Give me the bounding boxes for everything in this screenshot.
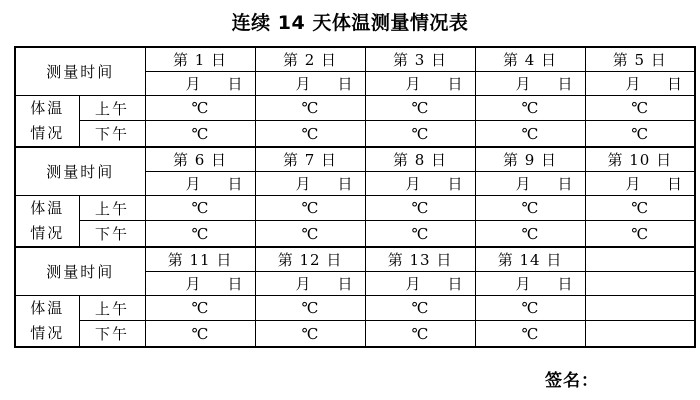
side-label-line2: 情况: [30, 124, 65, 142]
am-temperature-row: [15, 96, 695, 121]
day-label: 第 8 日: [365, 147, 475, 172]
pm-label: 下午: [79, 121, 145, 147]
am-temperature-field[interactable]: ℃: [475, 296, 585, 321]
am-temperature-field[interactable]: ℃: [255, 96, 365, 121]
am-temperature-row: [15, 196, 695, 221]
day-unit-label: 日: [557, 175, 573, 193]
month-label: 月: [185, 175, 201, 193]
month-day-pair: [146, 173, 255, 194]
day-unit-label: 日: [337, 275, 353, 293]
pm-temperature-row: [15, 121, 695, 147]
empty-cell: [585, 272, 695, 296]
pm-temperature-row: [15, 321, 695, 347]
date-field[interactable]: [145, 72, 255, 96]
pm-label: 下午: [79, 221, 145, 247]
day-label: 第 4 日: [475, 47, 585, 72]
pm-temperature-field[interactable]: ℃: [145, 121, 255, 147]
table-body: [15, 47, 695, 347]
day-header-row: [15, 47, 695, 72]
am-temperature-field[interactable]: ℃: [145, 96, 255, 121]
pm-temperature-field[interactable]: ℃: [365, 121, 475, 147]
month-label: 月: [405, 75, 421, 93]
day-unit-label: 日: [557, 75, 573, 93]
month-label: 月: [625, 75, 641, 93]
pm-temperature-field[interactable]: ℃: [365, 221, 475, 247]
month-label: 月: [295, 275, 311, 293]
date-field[interactable]: [365, 172, 475, 196]
pm-temperature-field[interactable]: ℃: [145, 321, 255, 347]
am-temperature-field[interactable]: ℃: [585, 96, 695, 121]
day-label: 第 14 日: [475, 247, 585, 272]
date-field[interactable]: [475, 272, 585, 296]
am-temperature-field[interactable]: ℃: [255, 296, 365, 321]
month-day-pair: [146, 73, 255, 94]
am-temperature-field[interactable]: ℃: [145, 196, 255, 221]
day-label: 第 7 日: [255, 147, 365, 172]
day-unit-label: 日: [227, 75, 243, 93]
pm-temperature-field[interactable]: ℃: [255, 121, 365, 147]
side-label-line1: 体温: [30, 199, 65, 217]
side-label-line1: 体温: [30, 99, 65, 117]
signature-label: 签名：: [545, 371, 599, 391]
month-label: 月: [625, 175, 641, 193]
month-day-pair: [586, 173, 695, 194]
date-field[interactable]: [255, 172, 365, 196]
day-label: 第 12 日: [255, 247, 365, 272]
am-temperature-field[interactable]: ℃: [365, 196, 475, 221]
day-label: 第 11 日: [145, 247, 255, 272]
day-label: 第 13 日: [365, 247, 475, 272]
date-field[interactable]: [585, 72, 695, 96]
day-unit-label: 日: [447, 175, 463, 193]
pm-label: 下午: [79, 321, 145, 347]
date-field[interactable]: [585, 172, 695, 196]
am-label: 上午: [79, 296, 145, 321]
day-unit-label: 日: [667, 75, 683, 93]
day-label: 第 6 日: [145, 147, 255, 172]
month-label: 月: [405, 175, 421, 193]
month-label: 月: [185, 275, 201, 293]
am-temperature-field[interactable]: ℃: [365, 296, 475, 321]
month-day-pair: [476, 173, 585, 194]
day-label: 第 2 日: [255, 47, 365, 72]
pm-temperature-field[interactable]: ℃: [585, 121, 695, 147]
month-day-pair: [366, 73, 475, 94]
day-unit-label: 日: [447, 275, 463, 293]
month-day-pair: [256, 73, 365, 94]
day-unit-label: 日: [227, 175, 243, 193]
day-unit-label: 日: [227, 275, 243, 293]
month-day-pair: [256, 173, 365, 194]
am-temperature-field[interactable]: ℃: [585, 196, 695, 221]
pm-temperature-field[interactable]: ℃: [475, 121, 585, 147]
day-label: 第 1 日: [145, 47, 255, 72]
day-header-row: [15, 247, 695, 272]
am-temperature-field[interactable]: ℃: [475, 96, 585, 121]
pm-temperature-row: [15, 221, 695, 247]
temperature-table: [14, 46, 696, 348]
am-temperature-field[interactable]: ℃: [365, 96, 475, 121]
day-unit-label: 日: [667, 175, 683, 193]
am-label: 上午: [79, 196, 145, 221]
month-label: 月: [405, 275, 421, 293]
date-field[interactable]: [255, 272, 365, 296]
empty-cell: [585, 321, 695, 347]
month-day-pair: [256, 273, 365, 294]
date-field[interactable]: [365, 272, 475, 296]
month-label: 月: [515, 75, 531, 93]
month-day-pair: [586, 73, 695, 94]
day-unit-label: 日: [447, 75, 463, 93]
month-label: 月: [185, 75, 201, 93]
am-temperature-field[interactable]: ℃: [145, 296, 255, 321]
empty-cell: [585, 247, 695, 272]
day-label: 第 5 日: [585, 47, 695, 72]
day-label: 第 10 日: [585, 147, 695, 172]
month-day-pair: [366, 273, 475, 294]
side-label-line2: 情况: [30, 224, 65, 242]
month-day-pair: [366, 173, 475, 194]
am-temperature-field[interactable]: ℃: [255, 196, 365, 221]
measure-time-label: 测量时间: [15, 147, 145, 196]
day-label: 第 3 日: [365, 47, 475, 72]
date-field[interactable]: [145, 172, 255, 196]
day-unit-label: 日: [337, 175, 353, 193]
temperature-situation-label: [15, 296, 79, 348]
pm-temperature-field[interactable]: ℃: [255, 321, 365, 347]
month-label: 月: [295, 75, 311, 93]
month-label: 月: [515, 275, 531, 293]
month-day-pair: [476, 73, 585, 94]
day-label: 第 9 日: [475, 147, 585, 172]
temperature-situation-label: [15, 196, 79, 248]
pm-temperature-field[interactable]: ℃: [145, 221, 255, 247]
date-field[interactable]: [255, 72, 365, 96]
temperature-situation-label: [15, 96, 79, 148]
side-label-line2: 情况: [30, 324, 65, 342]
day-unit-label: 日: [337, 75, 353, 93]
pm-temperature-field[interactable]: ℃: [585, 221, 695, 247]
pm-temperature-field[interactable]: ℃: [475, 321, 585, 347]
month-day-pair: [146, 273, 255, 294]
day-header-row: [15, 147, 695, 172]
measure-time-label: 测量时间: [15, 247, 145, 296]
side-label-line1: 体温: [30, 299, 65, 317]
day-unit-label: 日: [557, 275, 573, 293]
date-field[interactable]: [145, 272, 255, 296]
am-temperature-row: [15, 296, 695, 321]
month-label: 月: [515, 175, 531, 193]
month-label: 月: [295, 175, 311, 193]
page-title: 连续 14 天体温测量情况表: [231, 12, 469, 34]
month-day-pair: [476, 273, 585, 294]
am-temperature-field[interactable]: ℃: [475, 196, 585, 221]
date-field[interactable]: [475, 172, 585, 196]
empty-cell: [585, 296, 695, 321]
pm-temperature-field[interactable]: ℃: [255, 221, 365, 247]
pm-temperature-field[interactable]: ℃: [365, 321, 475, 347]
pm-temperature-field[interactable]: ℃: [475, 221, 585, 247]
date-field[interactable]: [365, 72, 475, 96]
am-label: 上午: [79, 96, 145, 121]
measure-time-label: 测量时间: [15, 47, 145, 96]
date-field[interactable]: [475, 72, 585, 96]
